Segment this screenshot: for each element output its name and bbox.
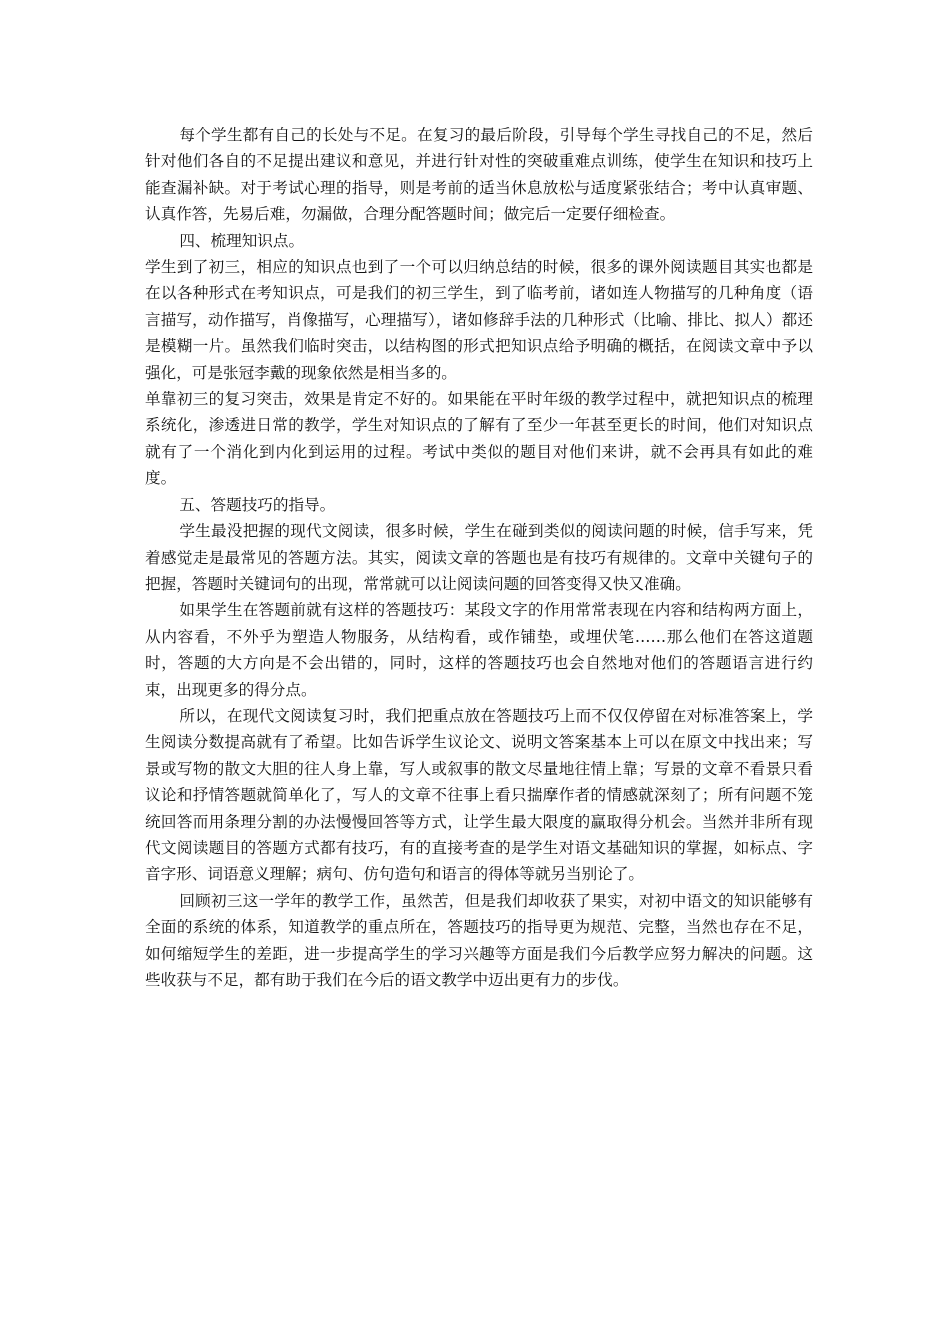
- document-body: [145, 122, 813, 993]
- paragraph-modern-reading-review: 所以，在现代文阅读复习时，我们把重点放在答题技巧上而不仅仅停留在对标准答案上，学生阅读分数提高就有了希望。比如告诉学生议论文、说明文答案基本上可以在原文中找出来；写景或写物的散文大胆的往人身上靠，写人或叙事的散文尽量地往情上靠；写景的文章不看景只看议论和抒情答题就简单化了，写人的文章不往事上看只揣摩作者的情感就深刻了；所有问题不笼统回答而用条理分割的办法慢慢回答等方式，让学生最大限度的赢取得分机会。当然并非所有现代文阅读题目的答题方式都有技巧，有的直接考查的是学生对语文基础知识的掌握，如标点、字音字形、词语意义理解；病句、仿句造句和语言的得体等就另当别论了。: [145, 706, 813, 884]
- paragraph-answer-skills: 如果学生在答题前就有这样的答题技巧：某段文字的作用常常表现在内容和结构两方面上，从内容看，不外乎为塑造人物服务，从结构看，或作铺垫，或埋伏笔……那么他们在答这道题时，答题的大方向是不会出错的，同时，这样的答题技巧也会自然地对他们的答题语言进行约束，出现更多的得分点。: [145, 601, 813, 699]
- paragraph-conclusion: 回顾初三这一学年的教学工作，虽然苦，但是我们却收获了果实，对初中语文的知识能够有全面的系统的体系，知道教学的重点所在，答题技巧的指导更为规范、完整，当然也存在不足，如何缩短学生的差距，进一步提高学生的学习兴趣等方面是我们今后教学应努力解决的问题。这些收获与不足，都有助于我们在今后的语文教学中迈出更有力的步伐。: [145, 891, 813, 989]
- paragraph-systematic-teaching: 单靠初三的复习突击，效果是肯定不好的。如果能在平时年级的教学过程中，就把知识点的梳理系统化，渗透进日常的教学，学生对知识点的了解有了至少一年甚至更长的时间，他们对知识点就有了一个消化到内化到运用的过程。考试中类似的题目对他们来讲，就不会再具有如此的难度。: [145, 390, 813, 488]
- section-heading-5: 五、答题技巧的指导。: [179, 495, 336, 514]
- section-heading-4: 四、梳理知识点。: [179, 231, 305, 250]
- paragraph-knowledge-points: 学生到了初三，相应的知识点也到了一个可以归纳总结的时候，很多的课外阅读题目其实也都是在以各种形式在考知识点，可是我们的初三学生，到了临考前，诸如连人物描写的几种角度（语言描写，动作描写，肖像描写，心理描写），诸如修辞手法的几种形式（比喻、排比、拟人）都还是模糊一片。虽然我们临时突击，以结构图的形式把知识点给予明确的概括，在阅读文章中予以强化，可是张冠李戴的现象依然是相当多的。: [145, 258, 813, 382]
- paragraph-reading-answers: 学生最没把握的现代文阅读，很多时候，学生在碰到类似的阅读问题的时候，信手写来，凭着感觉走是最常见的答题方法。其实，阅读文章的答题也是有技巧有规律的。文章中关键句子的把握，答题时关键词句的出现，常常就可以让阅读问题的回答变得又快又准确。: [145, 522, 813, 593]
- paragraph-review-strategy: 每个学生都有自己的长处与不足。在复习的最后阶段，引导每个学生寻找自己的不足，然后针对他们各自的不足提出建议和意见，并进行针对性的突破重难点训练，使学生在知识和技巧上能查漏补缺。对于考试心理的指导，则是考前的适当休息放松与适度紧张结合；考中认真审题、认真作答，先易后难，勿漏做，合理分配答题时间；做完后一定要仔细检查。: [145, 126, 813, 224]
